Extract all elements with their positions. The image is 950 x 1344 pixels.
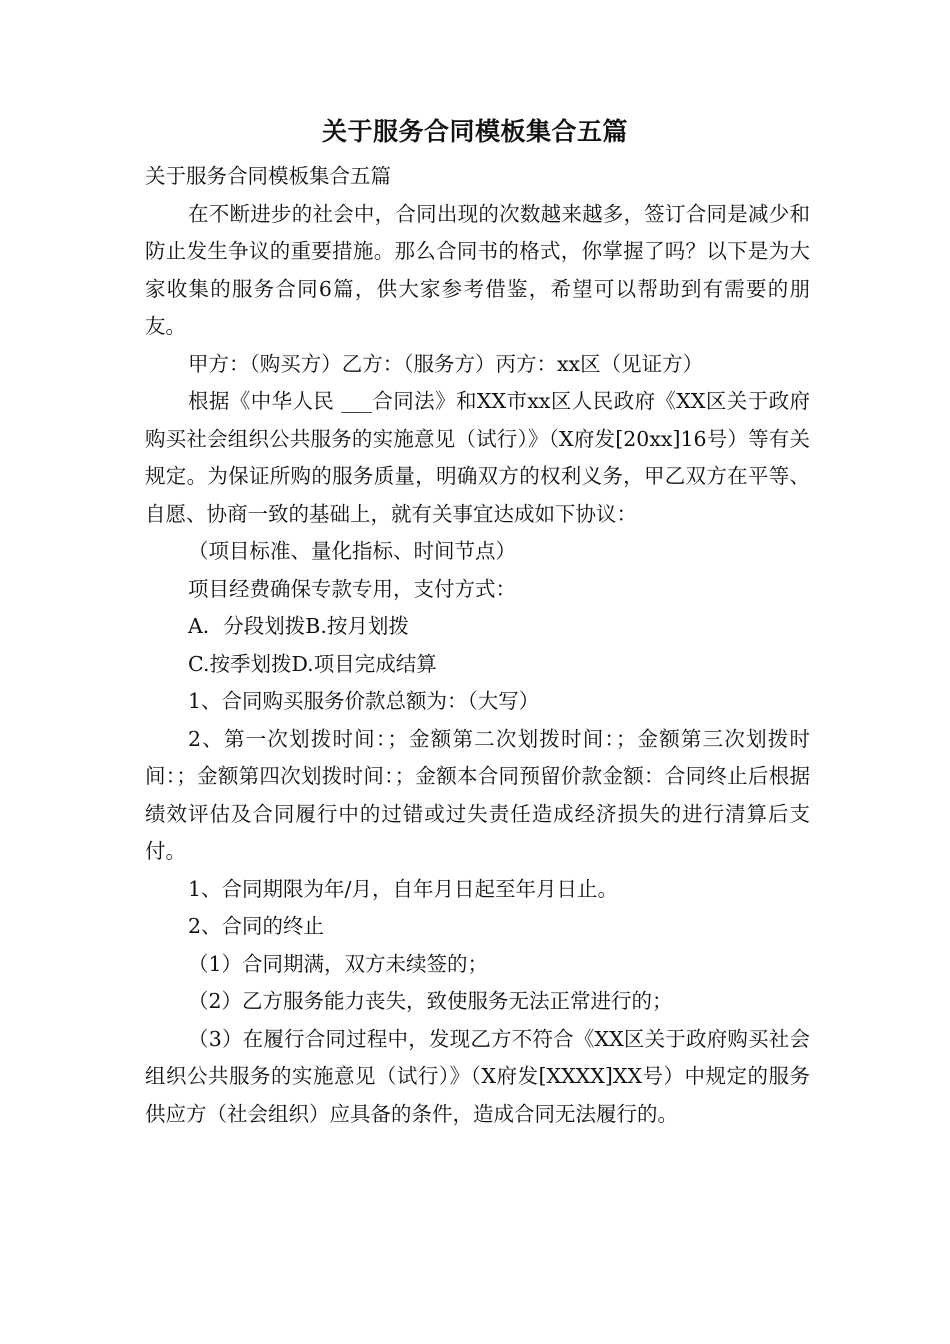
contract-term-paragraph: 1、合同期限为年/月，自年月日起至年月日止。: [188, 876, 618, 901]
subtitle-paragraph: 关于服务合同模板集合五篇: [145, 164, 391, 188]
total-amount-paragraph: 1、合同购买服务价款总额为：（大写）: [188, 689, 540, 713]
termination-item-3: （3）在履行合同过程中，发现乙方不符合《XX区关于政府购买社会组织公共服务的实施意见（试行）》（X府发[XXXX]XX号）中规定的服务供应方（社会组织）应具备的条件，造成合同无法履行的。: [145, 1026, 810, 1126]
disbursement-schedule-paragraph: 2、第一次划拨时间：；金额第二次划拨时间：；金额第三次划拨时间：；金额第四次划拨时间：；金额本合同预留价款金额：合同终止后根据绩效评估及合同履行中的过错或过失责任造成经济损失的进行清算后支付。: [145, 726, 810, 863]
termination-item-2: （2）乙方服务能力丧失，致使服务无法正常进行的；: [188, 989, 673, 1013]
legal-basis-paragraph: 根据《中华人民 ___合同法》和XX市xx区人民政府《XX区关于政府购买社会组织公共服务的实施意见（试行）》（X府发[20xx]16号）等有关规定。为保证所购的服务质量，明确双方的权利义务，甲乙双方在平等、自愿、协商一致的基础上，就有关事宜达成如下协议：: [145, 389, 810, 526]
document-body: [145, 158, 810, 1133]
intro-paragraph: 在不断进步的社会中，合同出现的次数越来越多，签订合同是减少和防止发生争议的重要措施。那么合同书的格式，你掌握了吗？以下是为大家收集的服务合同6篇，供大家参考借鉴，希望可以帮助到有需要的朋友。: [145, 201, 810, 338]
payment-method-paragraph: 项目经费确保专款专用，支付方式：: [188, 576, 516, 601]
payment-options-cd: C.按季划拨D.项目完成结算: [188, 651, 437, 676]
document-title: 关于服务合同模板集合五篇: [321, 117, 628, 146]
termination-item-1: （1）合同期满，双方未续签的；: [188, 951, 489, 976]
project-standard-paragraph: （项目标准、量化指标、时间节点）: [188, 539, 516, 563]
termination-heading: 2、合同的终止: [188, 914, 325, 938]
parties-paragraph: 甲方：（购买方）乙方：（服务方）丙方：xx区（见证方）: [188, 351, 704, 376]
payment-options-ab: A．分段划拨B.按月划拨: [188, 614, 409, 638]
